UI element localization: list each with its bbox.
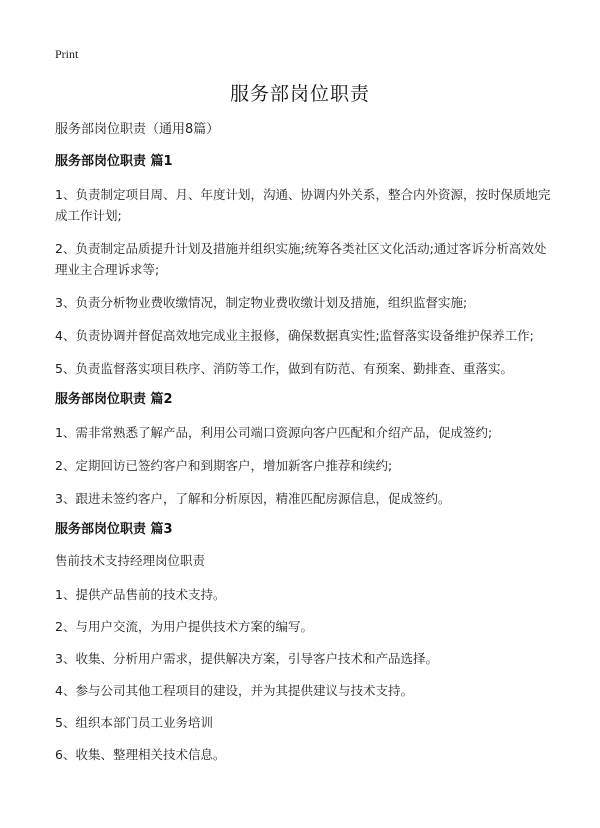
- list-item: 3、负责分析物业费收缴情况，制定物业费收缴计划及措施，组织监督实施;: [55, 295, 468, 310]
- section-intro: 售前技术支持经理岗位职责: [55, 553, 206, 568]
- page-title: 服务部岗位职责: [229, 83, 370, 105]
- list-item: 2、负责制定品质提升计划及措施并组织实施;统筹各类社区文化活动;通过客诉分析高效处理业主合理诉求等;: [55, 241, 547, 277]
- list-item: 2、定期回访已签约客户和到期客户，增加新客户推荐和续约;: [55, 458, 393, 473]
- section-3: [55, 521, 555, 765]
- list-item: 4、负责协调并督促高效地完成业主报修，确保数据真实性;监督落实设备维护保养工作;: [55, 328, 534, 343]
- document-body: [55, 121, 555, 776]
- list-item: 1、负责制定项目周、月、年度计划，沟通、协调内外关系，整合内外资源，按时保质地完成工作计划;: [55, 187, 551, 223]
- list-item: 3、收集、分析用户需求，提供解决方案，引导客户技术和产品选择。: [55, 651, 438, 666]
- list-item: 1、需非常熟悉了解产品，利用公司端口资源向客户匹配和介绍产品，促成签约;: [55, 425, 493, 440]
- list-item: 5、组织本部门员工业务培训: [55, 715, 213, 730]
- document-subtitle: 服务部岗位职责（通用8篇）: [55, 122, 220, 137]
- list-item: 5、负责监督落实项目秩序、消防等工作，做到有防范、有预案、勤排查、重落实。: [55, 361, 513, 376]
- section-heading: 服务部岗位职责 篇2: [55, 392, 173, 407]
- section-2: [55, 391, 555, 509]
- list-item: 4、参与公司其他工程项目的建设，并为其提供建议与技术支持。: [55, 683, 413, 698]
- list-item: 1、提供产品售前的技术支持。: [55, 587, 226, 602]
- list-item: 3、跟进未签约客户，了解和分析原因，精准匹配房源信息，促成签约。: [55, 491, 451, 506]
- section-heading: 服务部岗位职责 篇1: [55, 154, 173, 169]
- section-1: [55, 153, 555, 379]
- section-heading: 服务部岗位职责 篇3: [55, 522, 173, 537]
- print-label: Print: [55, 47, 79, 61]
- list-item: 6、收集、整理相关技术信息。: [55, 747, 226, 762]
- list-item: 2、与用户交流，为用户提供技术方案的编写。: [55, 619, 313, 634]
